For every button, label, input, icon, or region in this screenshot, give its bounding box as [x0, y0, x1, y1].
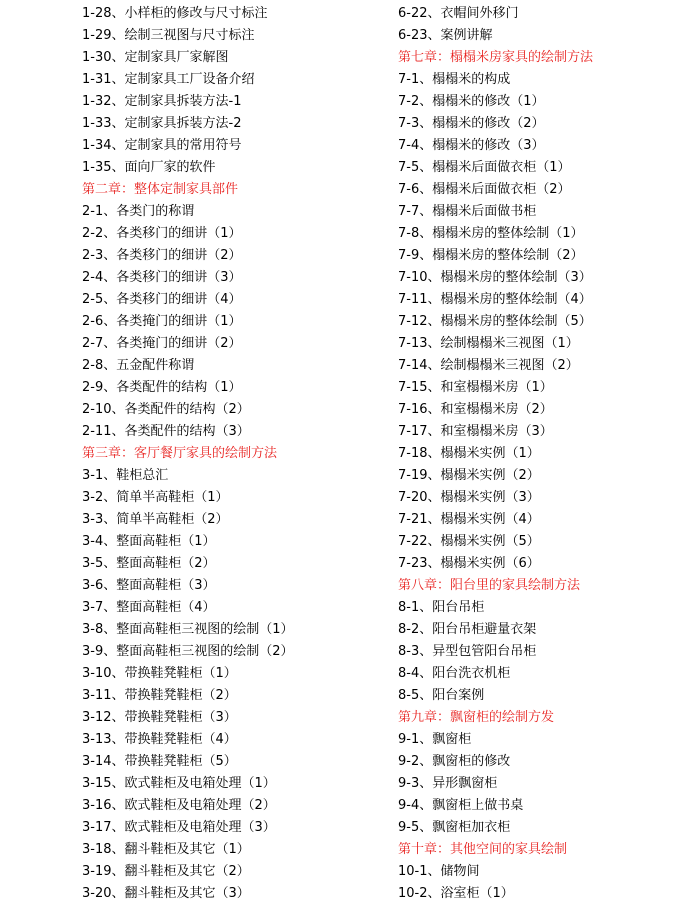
toc-entry: 3-8、整面高鞋柜三视图的绘制（1）: [82, 622, 294, 637]
toc-entry: 1-35、面向厂家的软件: [82, 160, 216, 175]
toc-entry: 9-4、飘窗柜上做书桌: [398, 798, 524, 813]
toc-entry: 8-2、阳台吊柜避量衣架: [398, 622, 537, 637]
chapter-heading: 第七章：榻榻米房家具的绘制方法: [398, 50, 594, 65]
toc-entry: 3-14、带换鞋凳鞋柜（5）: [82, 754, 237, 769]
toc-entry: 1-29、绘制三视图与尺寸标注: [82, 28, 255, 43]
toc-entry: 3-13、带换鞋凳鞋柜（4）: [82, 732, 237, 747]
toc-entry: 2-8、五金配件称谓: [82, 358, 195, 373]
toc-entry: 3-18、翻斗鞋柜及其它（1）: [82, 842, 250, 857]
toc-entry: 3-3、简单半高鞋柜（2）: [82, 512, 229, 527]
toc-right-column: [398, 3, 694, 905]
chapter-heading: 第八章：阳台里的家具绘制方法: [398, 578, 581, 593]
toc-entry: 7-18、榻榻米实例（1）: [398, 446, 540, 461]
toc-entry: 3-10、带换鞋凳鞋柜（1）: [82, 666, 237, 681]
toc-entry: 2-3、各类移门的细讲（2）: [82, 248, 242, 263]
chapter-heading: 第三章：客厅餐厅家具的绘制方法: [82, 446, 278, 461]
toc-entry: 2-5、各类移门的细讲（4）: [82, 292, 242, 307]
toc-left-column: [82, 3, 382, 905]
toc-entry: 2-7、各类掩门的细讲（2）: [82, 336, 242, 351]
toc-entry: 7-7、榻榻米后面做书柜: [398, 204, 537, 219]
toc-entry: 9-5、飘窗柜加衣柜: [398, 820, 511, 835]
toc-entry: 7-10、榻榻米房的整体绘制（3）: [398, 270, 592, 285]
toc-entry: 1-34、定制家具的常用符号: [82, 138, 242, 153]
toc-entry: 3-7、整面高鞋柜（4）: [82, 600, 216, 615]
toc-entry: 1-30、定制家具厂家解图: [82, 50, 229, 65]
toc-entry: 7-13、绘制榻榻米三视图（1）: [398, 336, 579, 351]
toc-entry: 3-4、整面高鞋柜（1）: [82, 534, 216, 549]
toc-entry: 1-33、定制家具拆装方法-2: [82, 116, 242, 131]
toc-entry: 3-19、翻斗鞋柜及其它（2）: [82, 864, 250, 879]
toc-entry: 7-9、榻榻米房的整体绘制（2）: [398, 248, 584, 263]
toc-entry: 8-4、阳台洗衣机柜: [398, 666, 511, 681]
toc-entry: 2-9、各类配件的结构（1）: [82, 380, 242, 395]
toc-entry: 7-17、和室榻榻米房（3）: [398, 424, 553, 439]
toc-entry: 3-12、带换鞋凳鞋柜（3）: [82, 710, 237, 725]
toc-entry: 2-2、各类移门的细讲（1）: [82, 226, 242, 241]
toc-entry: 7-8、榻榻米房的整体绘制（1）: [398, 226, 584, 241]
toc-entry: 1-31、定制家具工厂设备介绍: [82, 72, 255, 87]
toc-entry: 7-3、榻榻米的修改（2）: [398, 116, 545, 131]
toc-entry: 2-6、各类掩门的细讲（1）: [82, 314, 242, 329]
toc-entry: 6-23、案例讲解: [398, 28, 493, 43]
chapter-heading: 第二章：整体定制家具部件: [82, 182, 239, 197]
toc-entry: 3-9、整面高鞋柜三视图的绘制（2）: [82, 644, 294, 659]
toc-entry: 7-16、和室榻榻米房（2）: [398, 402, 553, 417]
toc-entry: 3-5、整面高鞋柜（2）: [82, 556, 216, 571]
chapter-heading: 第十章：其他空间的家具绘制: [398, 842, 568, 857]
toc-entry: 2-4、各类移门的细讲（3）: [82, 270, 242, 285]
chapter-heading: 第九章：飘窗柜的绘制方发: [398, 710, 555, 725]
toc-entry: 3-17、欧式鞋柜及电箱处理（3）: [82, 820, 276, 835]
toc-entry: 6-22、衣帽间外移门: [398, 6, 519, 21]
toc-entry: 3-20、翻斗鞋柜及其它（3）: [82, 886, 250, 901]
toc-entry: 8-5、阳台案例: [398, 688, 485, 703]
toc-entry: 10-1、储物间: [398, 864, 480, 879]
toc-entry: 7-12、榻榻米房的整体绘制（5）: [398, 314, 592, 329]
toc-entry: 7-20、榻榻米实例（3）: [398, 490, 540, 505]
toc-entry: 10-2、浴室柜（1）: [398, 886, 514, 901]
toc-entry: 3-1、鞋柜总汇: [82, 468, 169, 483]
toc-entry: 9-3、异形飘窗柜: [398, 776, 498, 791]
toc-entry: 3-2、简单半高鞋柜（1）: [82, 490, 229, 505]
toc-entry: 3-11、带换鞋凳鞋柜（2）: [82, 688, 237, 703]
toc-entry: 7-5、榻榻米后面做衣柜（1）: [398, 160, 571, 175]
toc-entry: 9-2、飘窗柜的修改: [398, 754, 511, 769]
toc-entry: 8-3、异型包管阳台吊柜: [398, 644, 537, 659]
toc-entry: 7-14、绘制榻榻米三视图（2）: [398, 358, 579, 373]
toc-entry: 7-6、榻榻米后面做衣柜（2）: [398, 182, 571, 197]
toc-entry: 1-32、定制家具拆装方法-1: [82, 94, 242, 109]
toc-entry: 7-21、榻榻米实例（4）: [398, 512, 540, 527]
toc-entry: 8-1、阳台吊柜: [398, 600, 485, 615]
toc-entry: 7-19、榻榻米实例（2）: [398, 468, 540, 483]
toc-entry: 3-15、欧式鞋柜及电箱处理（1）: [82, 776, 276, 791]
toc-entry: 9-1、飘窗柜: [398, 732, 472, 747]
toc-entry: 7-15、和室榻榻米房（1）: [398, 380, 553, 395]
toc-entry: 2-1、各类门的称谓: [82, 204, 195, 219]
toc-entry: 7-2、榻榻米的修改（1）: [398, 94, 545, 109]
toc-entry: 3-16、欧式鞋柜及电箱处理（2）: [82, 798, 276, 813]
toc-entry: 2-10、各类配件的结构（2）: [82, 402, 250, 417]
toc-entry: 7-4、榻榻米的修改（3）: [398, 138, 545, 153]
toc-entry: 2-11、各类配件的结构（3）: [82, 424, 250, 439]
toc-entry: 7-1、榻榻米的构成: [398, 72, 511, 87]
toc-entry: 7-22、榻榻米实例（5）: [398, 534, 540, 549]
toc-entry: 3-6、整面高鞋柜（3）: [82, 578, 216, 593]
toc-entry: 1-28、小样柜的修改与尺寸标注: [82, 6, 268, 21]
toc-entry: 7-11、榻榻米房的整体绘制（4）: [398, 292, 592, 307]
toc-entry: 7-23、榻榻米实例（6）: [398, 556, 540, 571]
